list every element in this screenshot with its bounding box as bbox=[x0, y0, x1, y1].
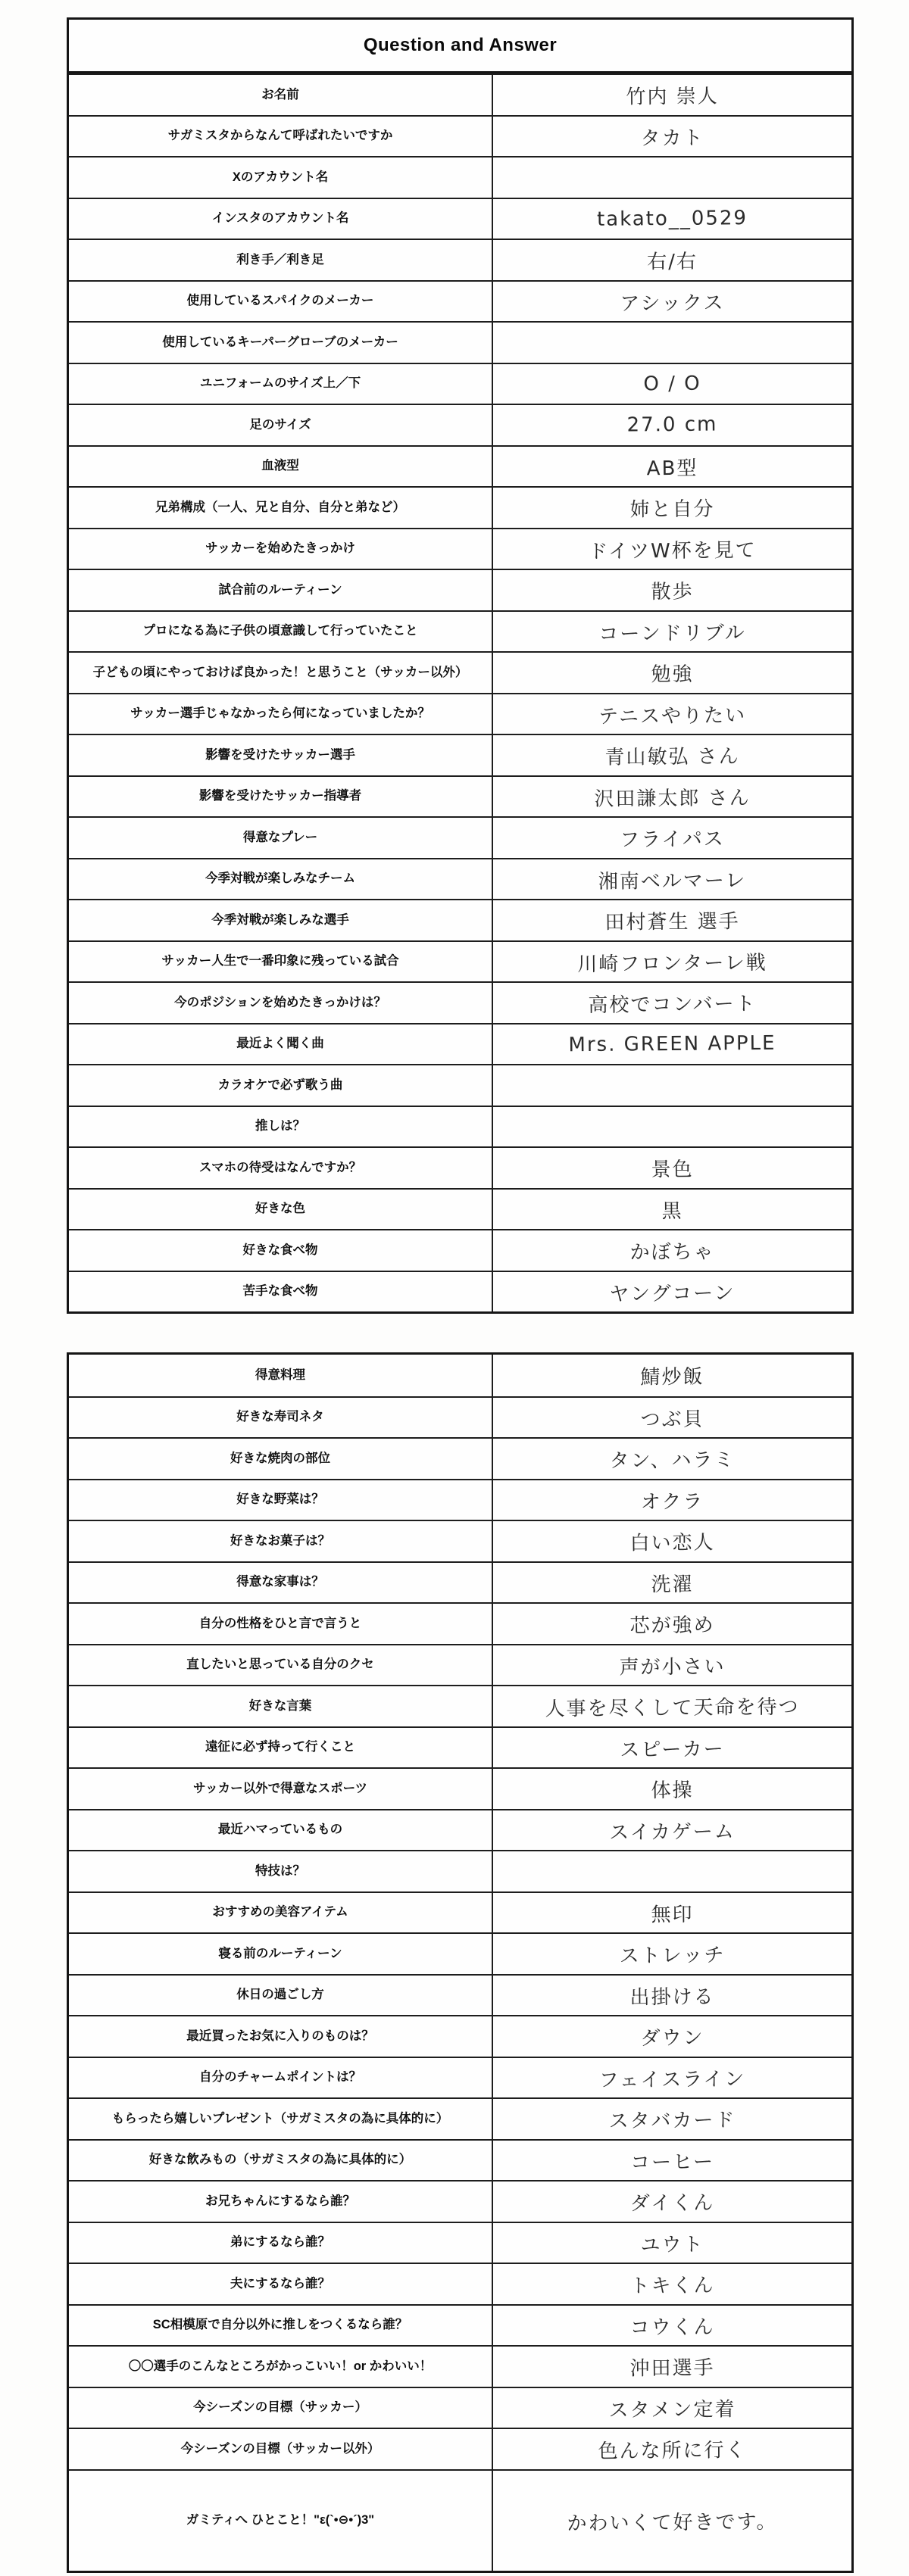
question-cell: カラオケで必ず歌う曲 bbox=[69, 1065, 493, 1106]
table-row bbox=[69, 1891, 851, 1933]
table-row bbox=[69, 1932, 851, 1974]
qa-table-2 bbox=[67, 1352, 854, 2573]
table-row bbox=[69, 486, 851, 528]
question-cell: 特技は？ bbox=[69, 1851, 493, 1891]
table-row bbox=[69, 2387, 851, 2428]
question-cell: 試合前のルーティーン bbox=[69, 570, 493, 610]
question-cell: プロになる為に子供の頃意識して行っていたこと bbox=[69, 612, 493, 652]
table-row bbox=[69, 1396, 851, 1438]
question-cell: 血液型 bbox=[69, 447, 493, 487]
question-cell: お名前 bbox=[69, 75, 493, 115]
question-cell: サッカー人生で一番印象に残っている試合 bbox=[69, 942, 493, 982]
question-cell: 兄弟構成（一人、兄と自分、自分と弟など） bbox=[69, 488, 493, 528]
table-row bbox=[69, 693, 851, 734]
question-cell: 得意な家事は？ bbox=[69, 1563, 493, 1603]
question-cell: SC相模原で自分以外に推しをつくるなら誰？ bbox=[69, 2306, 493, 2346]
table-row bbox=[69, 198, 851, 239]
table-row bbox=[69, 2139, 851, 2181]
answer-cell: スタメン定着 bbox=[608, 2397, 736, 2422]
question-cell: サッカー以外で得意なスポーツ bbox=[69, 1769, 493, 1809]
table-row bbox=[69, 2097, 851, 2139]
answer-cell: 色んな所に行く bbox=[598, 2438, 747, 2463]
answer-cell: 景色 bbox=[651, 1158, 694, 1181]
question-cell: 夫にするなら誰？ bbox=[69, 2264, 493, 2304]
answer-cell: 出掛ける bbox=[629, 1985, 715, 2009]
question-cell: サッカー選手じゃなかったら何になっていましたか？ bbox=[69, 694, 493, 734]
table-row bbox=[69, 1685, 851, 1726]
table-row bbox=[69, 899, 851, 940]
table-row bbox=[69, 1023, 851, 1065]
question-cell: 好きな野菜は？ bbox=[69, 1480, 493, 1520]
question-cell: 遠征に必ず持って行くこと bbox=[69, 1728, 493, 1768]
question-cell: 最近買ったお気に入りのものは？ bbox=[69, 2016, 493, 2057]
answer-cell: 沖田選手 bbox=[629, 2356, 715, 2381]
table-row bbox=[69, 2304, 851, 2346]
page-title: Question and Answer bbox=[69, 20, 851, 73]
table-row bbox=[69, 1602, 851, 1644]
table-row bbox=[69, 734, 851, 775]
answer-cell bbox=[493, 156, 851, 199]
answer-cell: スタバカード bbox=[608, 2109, 736, 2133]
qa-table-1 bbox=[67, 17, 854, 1314]
question-cell: 子どもの頃にやっておけば良かった！と思うこと（サッカー以外） bbox=[69, 653, 493, 693]
answer-cell: 人事を尽くして天命を待つ bbox=[545, 1695, 800, 1721]
table-row bbox=[69, 2180, 851, 2222]
table-row bbox=[69, 2015, 851, 2057]
answer-cell: takato__0529 bbox=[596, 206, 748, 231]
answer-cell: 芯が強め bbox=[629, 1614, 715, 1638]
table-row bbox=[69, 528, 851, 569]
answer-cell: フライパス bbox=[620, 828, 725, 852]
table-row bbox=[69, 1479, 851, 1520]
table-row bbox=[69, 1520, 851, 1561]
question-cell: 好きな食べ物 bbox=[69, 1230, 493, 1271]
answer-cell: タン、ハラミ bbox=[609, 1449, 736, 1473]
question-cell: 好きな言葉 bbox=[69, 1686, 493, 1726]
question-cell: 足のサイズ bbox=[69, 405, 493, 445]
question-cell: 好きな焼肉の部位 bbox=[69, 1439, 493, 1479]
answer-cell: 声が小さい bbox=[619, 1654, 726, 1679]
table-row bbox=[69, 73, 851, 115]
table-row bbox=[69, 1644, 851, 1686]
table-row bbox=[69, 1561, 851, 1603]
answer-cell bbox=[493, 1105, 851, 1148]
question-cell: Xのアカウント名 bbox=[69, 157, 493, 198]
table-row bbox=[69, 1146, 851, 1188]
question-cell: 弟にするなら誰？ bbox=[69, 2223, 493, 2263]
table-row bbox=[69, 2263, 851, 2304]
question-cell: 自分のチャームポイントは？ bbox=[69, 2058, 493, 2098]
table-row bbox=[69, 775, 851, 817]
table-row bbox=[69, 1974, 851, 2016]
question-cell: 自分の性格をひと言で言うと bbox=[69, 1604, 493, 1644]
table-row bbox=[69, 858, 851, 900]
question-cell: 今のポジションを始めたきっかけは？ bbox=[69, 983, 493, 1023]
table-row bbox=[69, 2469, 851, 2571]
answer-cell: ユウト bbox=[640, 2232, 704, 2256]
table-row bbox=[69, 363, 851, 404]
answer-cell: スピーカー bbox=[620, 1737, 725, 1761]
table-row bbox=[69, 1188, 851, 1230]
answer-cell: コウくん bbox=[629, 2315, 715, 2339]
question-cell: 休日の過ごし方 bbox=[69, 1976, 493, 2016]
answer-cell: トキくん bbox=[629, 2274, 715, 2298]
answer-cell: コーンドリブル bbox=[598, 621, 746, 646]
question-cell: 最近よく聞く曲 bbox=[69, 1024, 493, 1065]
question-cell: 影響を受けたサッカー指導者 bbox=[69, 777, 493, 817]
question-cell: 好きな飲みもの（サガミスタの為に具体的に） bbox=[69, 2141, 493, 2181]
answer-cell: 右/右 bbox=[647, 250, 698, 274]
answer-cell: 散歩 bbox=[651, 580, 694, 603]
answer-cell: かわいくて好きです。 bbox=[567, 2509, 778, 2535]
table-row bbox=[69, 2222, 851, 2263]
table-row bbox=[69, 2057, 851, 2098]
answer-cell: ストレッチ bbox=[619, 1944, 726, 1968]
question-cell: 苦手な食べ物 bbox=[69, 1272, 493, 1312]
question-cell: 好きな色 bbox=[69, 1190, 493, 1230]
table-row bbox=[69, 1437, 851, 1479]
table-row bbox=[69, 1809, 851, 1851]
answer-cell: 姉と自分 bbox=[629, 497, 715, 522]
question-cell: 〇〇選手のこんなところがかっこいい！or かわいい！ bbox=[69, 2347, 493, 2387]
table-row bbox=[69, 981, 851, 1023]
table-row bbox=[69, 816, 851, 858]
table-row bbox=[69, 1229, 851, 1271]
table-row bbox=[69, 445, 851, 487]
table-row bbox=[69, 610, 851, 652]
question-cell: スマホの待受はなんですか？ bbox=[69, 1148, 493, 1188]
answer-cell: テニスやりたい bbox=[598, 703, 747, 728]
table-row bbox=[69, 940, 851, 982]
question-cell: 寝る前のルーティーン bbox=[69, 1934, 493, 1974]
answer-cell: かぼちゃ bbox=[629, 1240, 715, 1265]
question-cell: ガミティへ ひとこと！"ε(`•⊖•´)3" bbox=[69, 2471, 493, 2571]
table-row bbox=[69, 1271, 851, 1312]
answer-cell: 体操 bbox=[651, 1779, 694, 1802]
question-cell: 利き手／利き足 bbox=[69, 240, 493, 280]
question-cell: 好きな寿司ネタ bbox=[69, 1398, 493, 1438]
table-row bbox=[69, 280, 851, 322]
table-row bbox=[69, 1850, 851, 1891]
question-cell: 今季対戦が楽しみなチーム bbox=[69, 859, 493, 900]
table-row bbox=[69, 239, 851, 280]
table-row bbox=[69, 2345, 851, 2387]
question-cell: 使用しているキーパーグローブのメーカー bbox=[69, 323, 493, 363]
answer-cell bbox=[493, 321, 851, 364]
question-cell: 推しは？ bbox=[69, 1107, 493, 1147]
answer-cell: 青山敏弘 さん bbox=[604, 744, 740, 769]
answer-cell: 沢田謙太郎 さん bbox=[594, 786, 751, 811]
question-cell: おすすめの美容アイテム bbox=[69, 1893, 493, 1933]
table-row bbox=[69, 404, 851, 445]
answer-cell: 勉強 bbox=[651, 663, 694, 686]
question-cell: サガミスタからなんて呼ばれたいですか bbox=[69, 117, 493, 157]
answer-cell: 竹内 崇人 bbox=[626, 85, 719, 109]
answer-cell: 湘南ベルマーレ bbox=[598, 869, 747, 893]
table-row bbox=[69, 1726, 851, 1768]
table-row bbox=[69, 115, 851, 157]
answer-cell bbox=[493, 1850, 851, 1893]
answer-cell: 高校でコンバート bbox=[588, 992, 757, 1017]
question-cell: 直したいと思っている自分のクセ bbox=[69, 1645, 493, 1686]
answer-cell: Mrs. GREEN APPLE bbox=[568, 1031, 776, 1056]
table-row bbox=[69, 1767, 851, 1809]
answer-cell: アシックス bbox=[620, 291, 725, 315]
answer-cell: 田村蒼生 選手 bbox=[604, 909, 740, 934]
answer-cell: ダウン bbox=[640, 2026, 704, 2051]
answer-cell: 川崎フロンターレ戦 bbox=[577, 951, 767, 976]
table-row bbox=[69, 569, 851, 610]
answer-cell: ヤングコーン bbox=[609, 1281, 736, 1305]
answer-cell: ダイくん bbox=[629, 2191, 715, 2216]
answer-cell: 洗濯 bbox=[651, 1573, 694, 1596]
question-cell: 影響を受けたサッカー選手 bbox=[69, 735, 493, 775]
table-row bbox=[69, 2428, 851, 2469]
question-cell: 得意なプレー bbox=[69, 818, 493, 858]
answer-cell: コーヒー bbox=[629, 2150, 715, 2174]
question-cell: 好きなお菓子は？ bbox=[69, 1521, 493, 1561]
table-row bbox=[69, 651, 851, 693]
question-cell: もらったら嬉しいプレゼント（サガミスタの為に具体的に） bbox=[69, 2099, 493, 2139]
question-cell: 得意料理 bbox=[69, 1355, 493, 1396]
answer-cell: O / O bbox=[643, 372, 701, 396]
table-row bbox=[69, 1355, 851, 1396]
question-cell: 今シーズンの目標（サッカー） bbox=[69, 2388, 493, 2428]
answer-cell: オクラ bbox=[640, 1489, 704, 1514]
answer-cell: タカト bbox=[640, 126, 704, 150]
answer-cell: 無印 bbox=[651, 1903, 694, 1926]
table-row bbox=[69, 1106, 851, 1147]
question-cell: 最近ハマっているもの bbox=[69, 1810, 493, 1851]
question-cell: お兄ちゃんにするなら誰？ bbox=[69, 2181, 493, 2222]
table-row bbox=[69, 1064, 851, 1106]
answer-cell: 27.0 cm bbox=[626, 413, 718, 437]
answer-cell: 黒 bbox=[661, 1199, 683, 1223]
answer-cell: AB型 bbox=[646, 456, 698, 480]
table-row bbox=[69, 156, 851, 198]
answer-cell: つぶ貝 bbox=[640, 1407, 704, 1431]
answer-cell: 鯖炒飯 bbox=[640, 1365, 704, 1389]
question-cell: 使用しているスパイクのメーカー bbox=[69, 282, 493, 322]
question-cell: ユニフォームのサイズ上／下 bbox=[69, 364, 493, 404]
question-cell: サッカーを始めたきっかけ bbox=[69, 529, 493, 569]
question-cell: 今シーズンの目標（サッカー以外） bbox=[69, 2429, 493, 2469]
question-cell: 今季対戦が楽しみな選手 bbox=[69, 900, 493, 940]
answer-cell: スイカゲーム bbox=[609, 1820, 736, 1844]
answer-cell bbox=[493, 1064, 851, 1107]
answer-cell: 白い恋人 bbox=[629, 1531, 715, 1555]
question-cell: インスタのアカウント名 bbox=[69, 199, 493, 239]
answer-cell: フェイスライン bbox=[598, 2067, 746, 2092]
table-row bbox=[69, 321, 851, 363]
answer-cell: ドイツW杯を見て bbox=[588, 538, 757, 563]
